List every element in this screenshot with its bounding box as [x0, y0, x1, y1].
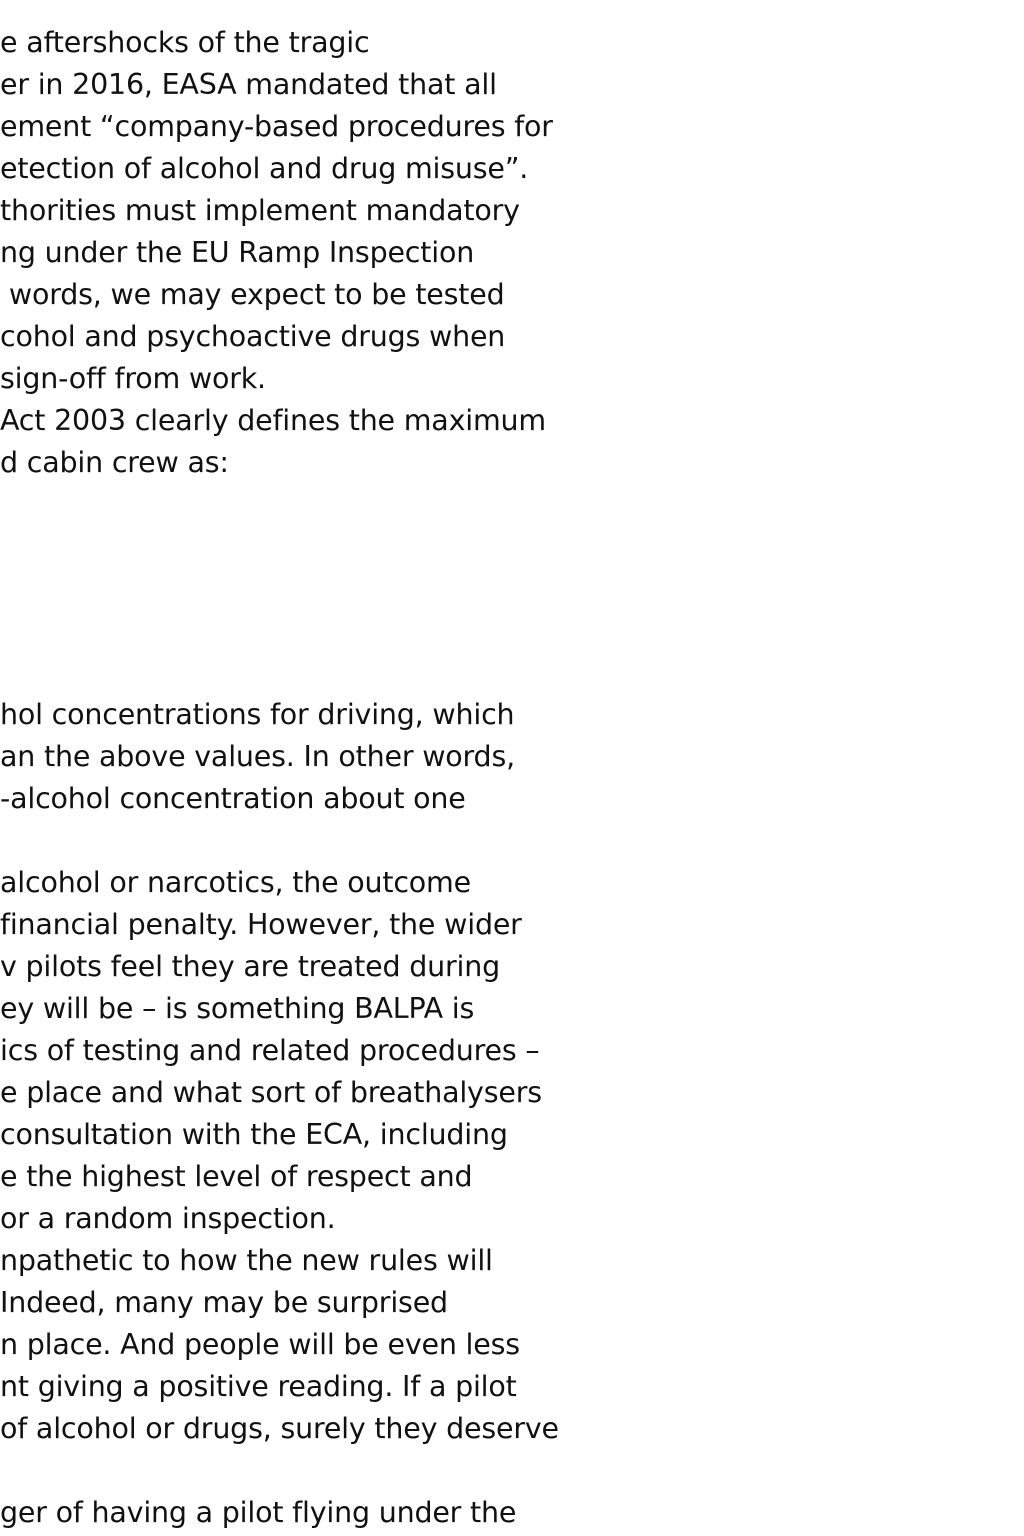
text-line: etection of alcohol and drug misuse”. [0, 152, 529, 185]
text-line: ics of testing and related procedures – [0, 1034, 540, 1067]
text-block-intro [0, 22, 1024, 484]
text-line: ey will be – is something BALPA is [0, 992, 475, 1025]
text-line: alcohol or narcotics, the outcome [0, 866, 471, 899]
text-line: hol concentrations for driving, which [0, 698, 515, 731]
text-line: er in 2016, EASA mandated that all [0, 68, 497, 101]
text-block-body [0, 694, 1024, 1534]
text-line: n place. And people will be even less [0, 1328, 520, 1361]
text-line: nt giving a positive reading. If a pilot [0, 1370, 517, 1403]
text-line: words, we may expect to be tested [0, 278, 505, 311]
text-line: v pilots feel they are treated during [0, 950, 500, 983]
text-line-blank [0, 820, 1024, 862]
text-line: e aftershocks of the tragic [0, 26, 370, 59]
text-line: or a random inspection. [0, 1202, 336, 1235]
text-line: ger of having a pilot flying under the [0, 1496, 517, 1529]
text-line: e the highest level of respect and [0, 1160, 473, 1193]
text-line: -alcohol concentration about one [0, 782, 466, 815]
text-line: Indeed, many may be surprised [0, 1286, 448, 1319]
text-line: of alcohol or drugs, surely they deserve [0, 1412, 559, 1445]
text-line: an the above values. In other words, [0, 740, 515, 773]
text-line: cohol and psychoactive drugs when [0, 320, 506, 353]
text-line: sign-off from work. [0, 362, 266, 395]
text-line: Act 2003 clearly defines the maximum [0, 404, 546, 437]
text-line: ement “company-based procedures for [0, 110, 553, 143]
text-line: thorities must implement mandatory [0, 194, 520, 227]
text-line: ng under the EU Ramp Inspection [0, 236, 475, 269]
text-line: npathetic to how the new rules will [0, 1244, 493, 1277]
text-line-blank [0, 1450, 1024, 1492]
text-line: financial penalty. However, the wider [0, 908, 522, 941]
text-line: e place and what sort of breathalysers [0, 1076, 542, 1109]
text-line: d cabin crew as: [0, 446, 229, 479]
text-line: consultation with the ECA, including [0, 1118, 508, 1151]
